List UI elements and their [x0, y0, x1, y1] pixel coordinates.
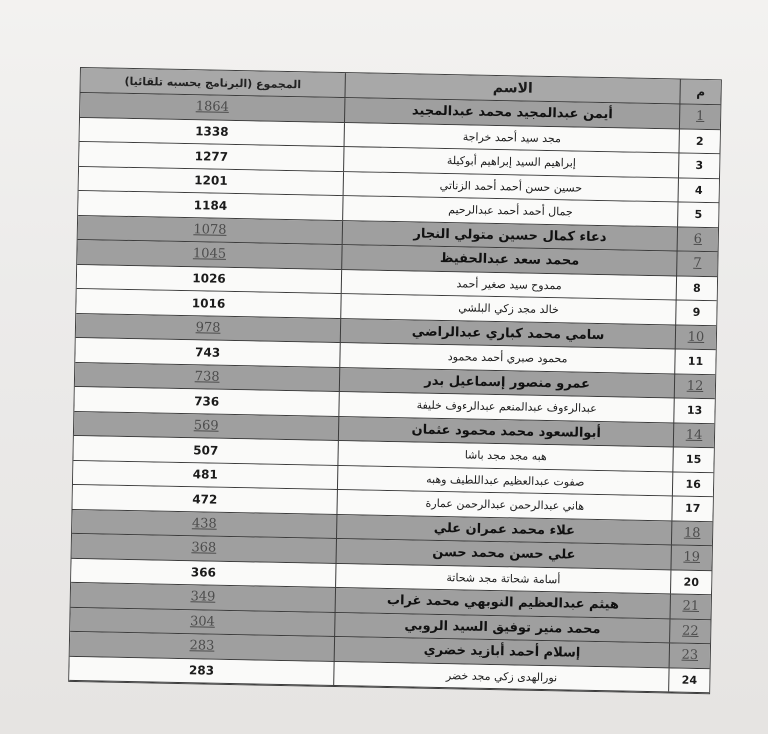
total-cell: 1277 [79, 142, 345, 171]
total-cell: 438 [72, 509, 338, 538]
total-cell: 1184 [78, 191, 344, 220]
number-cell: 18 [683, 525, 701, 541]
name-cell: نورالهدى زكي مجد خضر [334, 662, 669, 692]
name-cell: إسلام أحمد أبازيد خضري [335, 637, 670, 667]
total-cell: 481 [73, 460, 339, 489]
total-cell: 569 [74, 411, 340, 440]
name-cell: عبدالرءوف عبدالمنعم عبدالرءوف خليفة [340, 392, 675, 422]
table-body [69, 93, 720, 693]
number-cell: 13 [686, 403, 703, 418]
number-cell: 7 [693, 256, 702, 272]
total-cell: 1045 [77, 240, 343, 269]
name-cell: علي حسن محمد حسن [337, 539, 672, 569]
name-cell: أسامة شحاتة مجد شحاتة [336, 564, 671, 594]
number-cell: 11 [687, 354, 704, 369]
number-cell: 6 [693, 231, 703, 247]
number-cell: 16 [685, 477, 701, 491]
number-cell: 5 [694, 208, 703, 222]
total-cell: 304 [70, 607, 336, 636]
name-cell: صفوت عبدالعظيم عبداللطيف وهبه [338, 466, 673, 496]
total-column-header: المجموع (البرنامج يحسبه تلقائيا) [81, 68, 347, 97]
number-cell: 4 [694, 183, 703, 197]
name-cell: محمد منير توفيق السيد الروبي [335, 613, 670, 643]
name-cell: علاء محمد عمران علي [337, 515, 672, 545]
name-cell: محمود صبري أحمد محمود [340, 343, 675, 373]
total-cell: 349 [71, 583, 337, 612]
results-table [68, 67, 722, 694]
name-cell: سامي محمد كباري عبدالراضي [341, 319, 676, 349]
name-cell: ممدوح سيد صغير أحمد [342, 270, 677, 300]
number-cell: 2 [695, 134, 704, 148]
total-cell: 283 [70, 632, 336, 661]
total-cell: 736 [74, 387, 340, 416]
number-cell: 20 [683, 575, 700, 589]
name-cell: هبه مجد مجد باشا [339, 441, 674, 471]
name-cell: أيمن عبدالمجيد محمد عبدالمجيد [345, 98, 680, 128]
total-cell: 366 [71, 558, 337, 587]
total-cell: 1026 [77, 264, 343, 293]
name-cell: إبراهيم السيد إبراهيم أبوكيلة [344, 147, 679, 177]
name-cell: مجد سيد أحمد خراجة [345, 123, 680, 153]
total-cell: 283 [69, 656, 335, 685]
name-cell: حسين حسن أحمد أحمد الزناتي [344, 172, 679, 202]
number-cell: 1 [695, 109, 705, 125]
total-cell: 743 [75, 338, 341, 367]
total-cell: 368 [72, 534, 338, 563]
number-cell: 22 [681, 623, 699, 639]
number-column-header: م [696, 84, 706, 100]
number-cell: 3 [695, 159, 704, 173]
name-column-header: الاسم [346, 73, 681, 103]
total-cell: 1201 [79, 167, 345, 196]
total-cell: 978 [76, 313, 342, 342]
number-cell: 8 [692, 281, 701, 295]
number-cell: 23 [681, 647, 699, 664]
name-cell: هاني عبدالرحمن عبدالرحمن عمارة [338, 490, 673, 520]
number-cell: 21 [682, 598, 700, 615]
name-cell: أبوالسعود محمد محمود عثمان [339, 417, 674, 447]
total-cell: 1078 [78, 215, 344, 244]
number-cell: 10 [687, 329, 705, 345]
number-cell: 14 [685, 427, 703, 443]
total-cell: 1864 [80, 93, 346, 122]
total-cell: 738 [75, 362, 341, 391]
total-cell: 507 [73, 436, 339, 465]
number-cell: 17 [684, 501, 701, 516]
number-cell: 12 [686, 378, 704, 394]
total-cell: 1338 [80, 118, 346, 147]
number-cell: 9 [692, 306, 701, 320]
name-cell: عمرو منصور إسماعيل بدر [340, 368, 675, 398]
number-cell: 24 [681, 673, 698, 687]
name-cell: هيثم عبدالعظيم النوبهي محمد غراب [336, 588, 671, 618]
name-cell: دعاء كمال حسين متولي النجار [343, 221, 678, 251]
name-cell: خالد مجد زكي البلشي [341, 294, 676, 324]
number-cell: 19 [683, 549, 701, 566]
number-cell: 15 [685, 452, 702, 467]
total-cell: 1016 [76, 289, 342, 318]
total-cell: 472 [73, 485, 339, 514]
name-cell: محمد سعد عبدالحفيظ [342, 245, 677, 275]
name-cell: جمال أحمد أحمد عبدالرحيم [343, 196, 678, 226]
